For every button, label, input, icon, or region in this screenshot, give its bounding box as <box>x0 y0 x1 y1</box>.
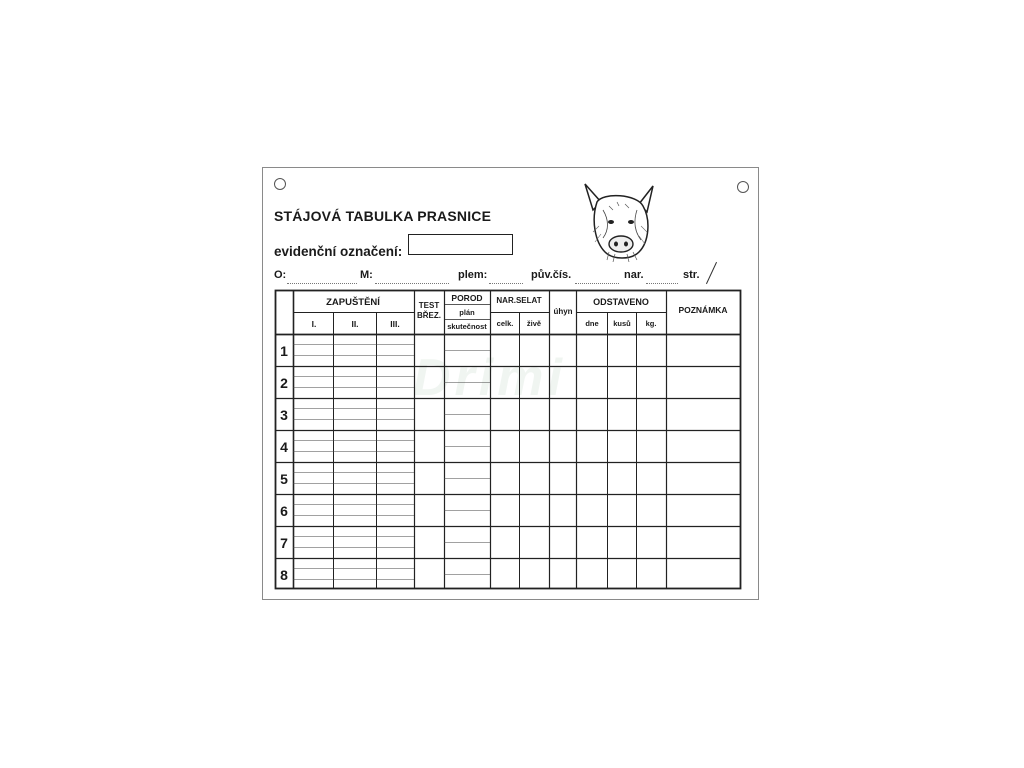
header-zapusteni: ZAPUŠTĚNÍ <box>326 297 380 308</box>
header-skutecnost: skutečnost <box>447 322 487 331</box>
header-poznamka: POZNÁMKA <box>678 305 728 315</box>
watermark: Drimi <box>413 349 566 407</box>
header-porod: POROD <box>451 293 483 303</box>
field-nar-label: nar. <box>624 269 644 281</box>
row-number: 6 <box>280 503 288 519</box>
field-m-label: M: <box>360 269 373 281</box>
header-nar-selat: NAR.SELAT <box>496 296 542 305</box>
header-brez: BŘEZ. <box>417 311 441 320</box>
header-test: TEST <box>418 301 440 310</box>
header-celk: celk. <box>496 319 514 328</box>
header-plan: plán <box>459 308 475 317</box>
header-zap-3: III. <box>390 319 400 329</box>
card-title: STÁJOVÁ TABULKA PRASNICE <box>274 208 492 224</box>
field-plem-label: plem: <box>458 269 488 281</box>
row-number: 5 <box>280 471 288 487</box>
row-number: 1 <box>280 343 288 359</box>
header-kg: kg. <box>645 319 657 328</box>
row-number: 3 <box>280 407 288 423</box>
row-number: 2 <box>280 375 288 391</box>
sow-stable-card <box>262 167 759 600</box>
header-zap-1: I. <box>311 319 317 329</box>
id-label: evidenční označení: <box>274 244 403 259</box>
header-odstaveno: ODSTAVENO <box>593 297 649 307</box>
header-kusu: kusů <box>613 319 631 328</box>
field-str-label: str. <box>683 269 700 281</box>
header-uhyn: úhyn <box>553 307 573 316</box>
header-zive: živě <box>526 319 542 328</box>
record-table <box>263 168 760 601</box>
row-number: 4 <box>280 439 288 455</box>
header-dne: dne <box>585 319 599 328</box>
row-number: 7 <box>280 535 288 551</box>
row-number: 8 <box>280 567 288 583</box>
field-o-label: O: <box>274 269 287 281</box>
field-puv-label: pův.čís. <box>531 269 572 281</box>
header-zap-2: II. <box>351 319 359 329</box>
